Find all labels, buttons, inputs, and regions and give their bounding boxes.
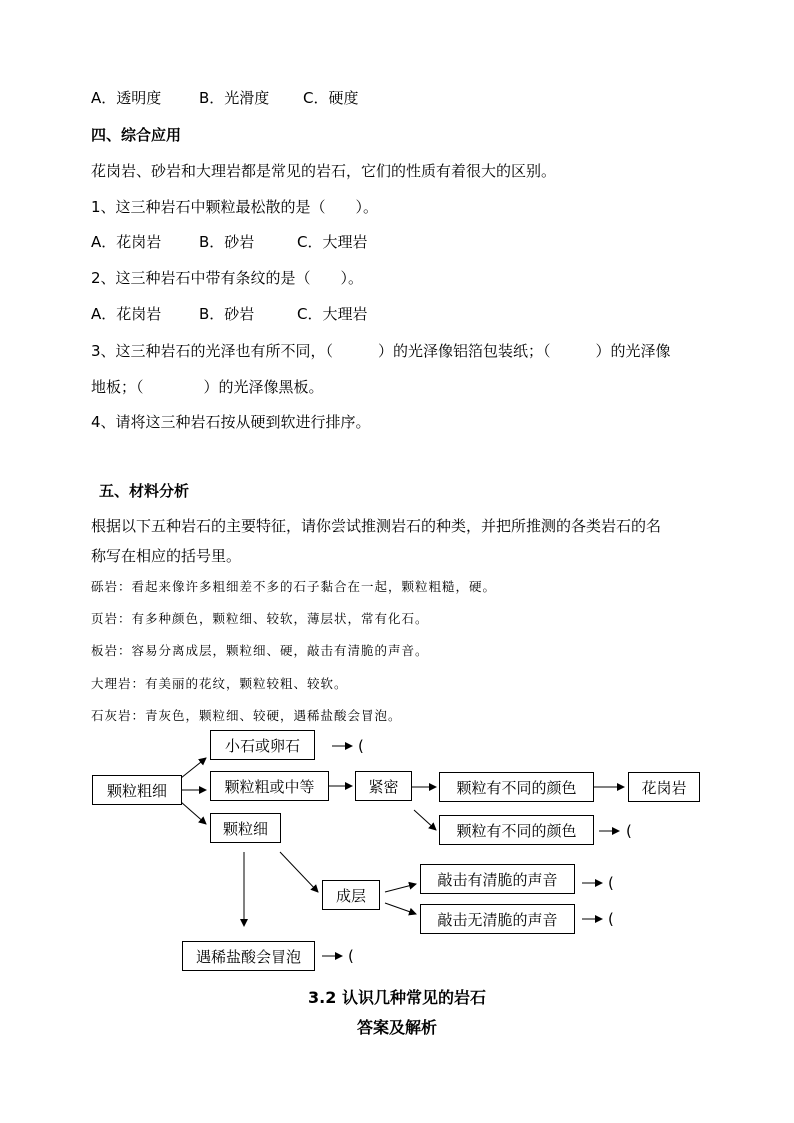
question-3-line1: 3、这三种岩石的光泽也有所不同，（ ）的光泽像铝箔包装纸；（ ）的光泽像 bbox=[91, 342, 671, 360]
section5-intro-line2: 称写在相应的括号里。 bbox=[91, 547, 242, 565]
answer-blank: ( bbox=[626, 822, 632, 840]
box-pebbles: 小石或卵石 bbox=[210, 730, 315, 760]
rock-description: 大理岩：有美丽的花纹，颗粒较粗、较软。 bbox=[91, 676, 348, 691]
answer-blank: ( bbox=[608, 874, 614, 892]
option-b: B．砂岩 bbox=[199, 233, 255, 251]
option-c: C．大理岩 bbox=[297, 305, 368, 323]
box-fine-grain: 颗粒细 bbox=[210, 813, 281, 843]
box-granite: 花岗岩 bbox=[628, 772, 700, 802]
option-a: A．花岗岩 bbox=[91, 305, 162, 323]
rock-description: 石灰岩：青灰色，颗粒细、较硬，遇稀盐酸会冒泡。 bbox=[91, 708, 402, 723]
option-a: A．透明度 bbox=[91, 89, 162, 107]
answer-subtitle: 答案及解析 bbox=[356, 1018, 437, 1037]
box-different-colors-2: 颗粒有不同的颜色 bbox=[439, 815, 594, 845]
section4-intro: 花岗岩、砂岩和大理岩都是常见的岩石，它们的性质有着很大的区别。 bbox=[91, 162, 557, 180]
rock-description: 板岩：容易分离成层，颗粒细、硬，敲击有清脆的声音。 bbox=[91, 643, 429, 658]
section4-heading: 四、综合应用 bbox=[91, 126, 182, 144]
box-grain-size: 颗粒粗细 bbox=[92, 775, 182, 805]
box-layered: 成层 bbox=[322, 880, 380, 910]
answer-blank: ( bbox=[348, 947, 354, 965]
option-b: B．砂岩 bbox=[199, 305, 255, 323]
option-c: C．硬度 bbox=[303, 89, 359, 107]
box-acid-bubbles: 遇稀盐酸会冒泡 bbox=[182, 941, 315, 971]
option-c: C．大理岩 bbox=[297, 233, 368, 251]
box-different-colors: 颗粒有不同的颜色 bbox=[439, 772, 594, 802]
answer-blank: ( bbox=[358, 737, 364, 755]
question-4: 4、请将这三种岩石按从硬到软进行排序。 bbox=[91, 413, 371, 431]
rock-description: 砾岩：看起来像许多粗细差不多的石子黏合在一起，颗粒粗糙，硬。 bbox=[91, 579, 497, 594]
question-2: 2、这三种岩石中带有条纹的是（ ）。 bbox=[91, 269, 364, 287]
section5-intro-line1: 根据以下五种岩石的主要特征，请你尝试推测岩石的种类，并把所推测的各类岩石的名 bbox=[91, 517, 662, 535]
lesson-title: 3.2 认识几种常见的岩石 bbox=[308, 988, 486, 1007]
question-3-line2: 地板；（ ）的光泽像黑板。 bbox=[91, 378, 324, 396]
option-b: B．光滑度 bbox=[199, 89, 270, 107]
box-no-crisp-sound: 敲击无清脆的声音 bbox=[420, 904, 575, 934]
question-1: 1、这三种岩石中颗粒最松散的是（ ）。 bbox=[91, 198, 379, 216]
answer-blank: ( bbox=[608, 910, 614, 928]
option-a: A．花岗岩 bbox=[91, 233, 162, 251]
box-coarse-medium: 颗粒粗或中等 bbox=[210, 771, 329, 801]
section5-heading: 五、材料分析 bbox=[99, 482, 190, 500]
box-crisp-sound: 敲击有清脆的声音 bbox=[420, 864, 575, 894]
rock-description: 页岩：有多种颜色，颗粒细、较软，薄层状，常有化石。 bbox=[91, 611, 429, 626]
box-dense: 紧密 bbox=[355, 771, 412, 801]
